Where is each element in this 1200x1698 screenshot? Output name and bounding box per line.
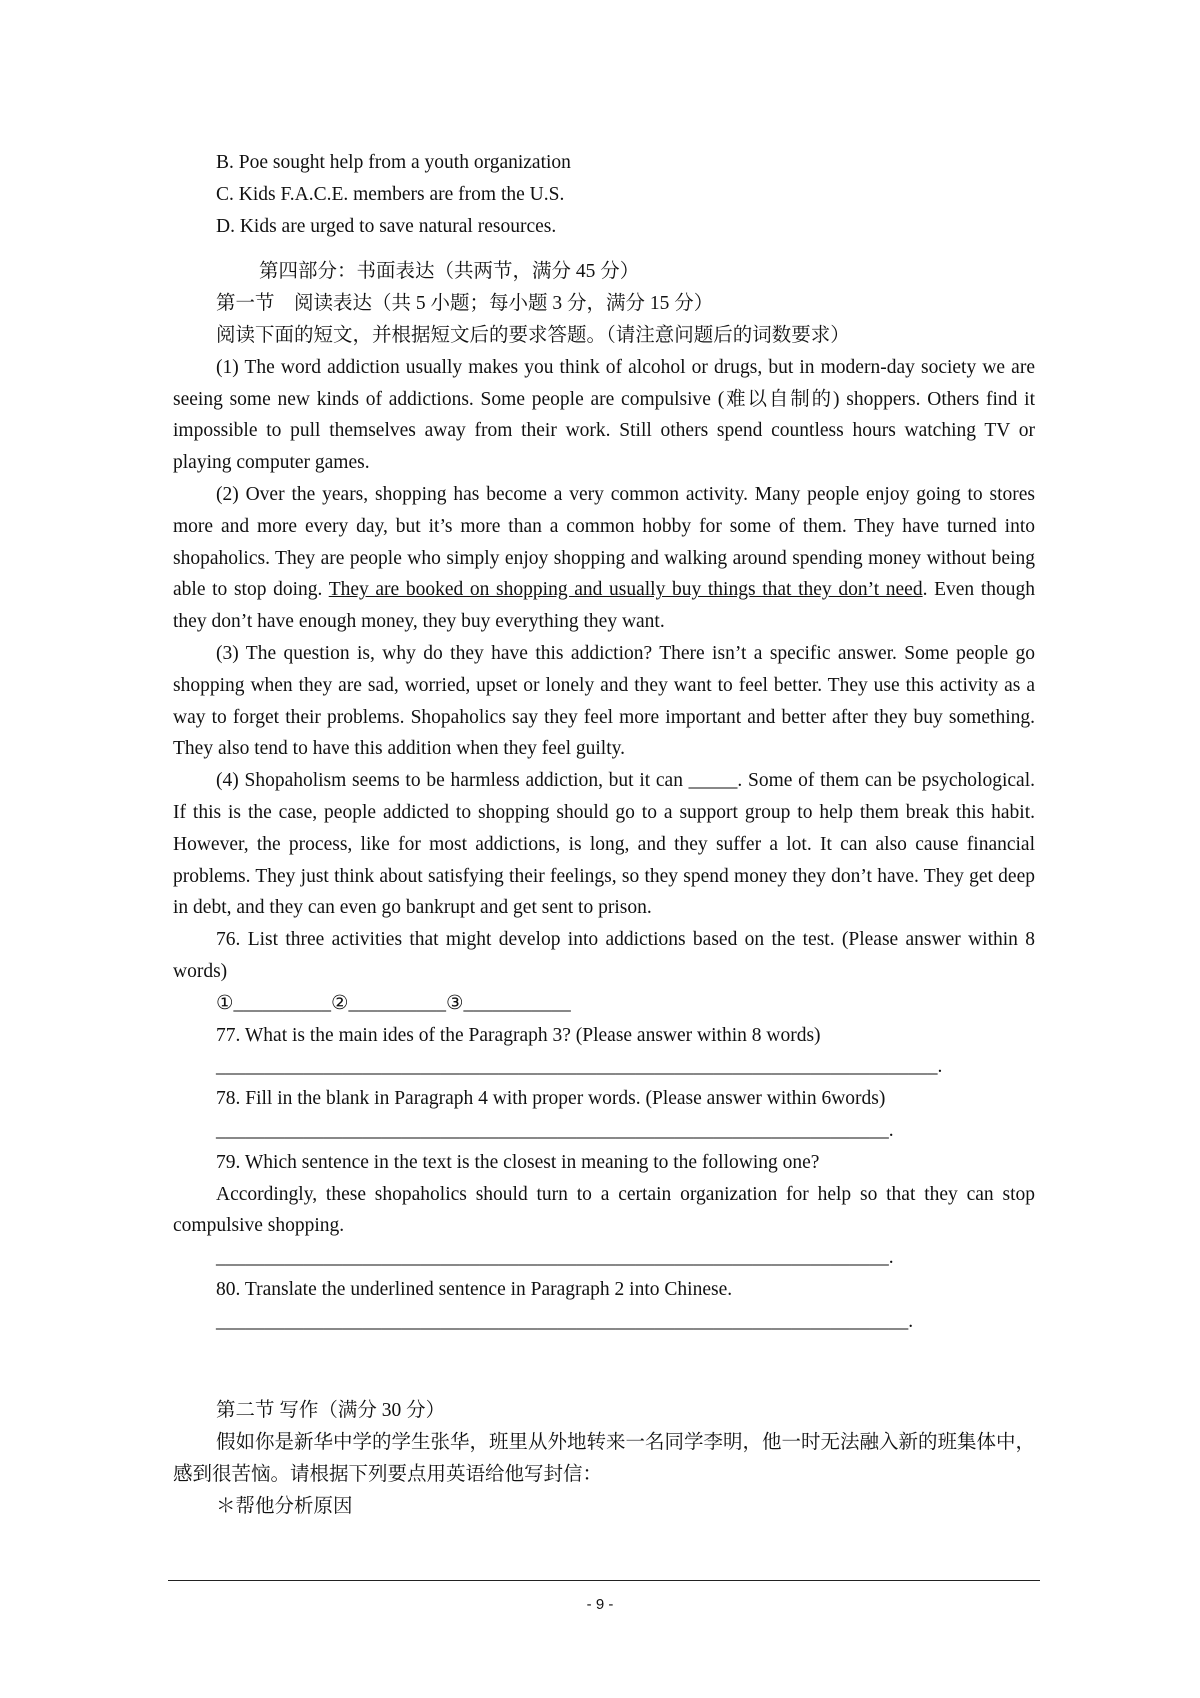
question-79-sentence: Accordingly, these shopaholics should turn to a certain organization for help so that they can stop compulsive shopping. bbox=[173, 1183, 1035, 1237]
question-79: 79. Which sentence in the text is the closest in meaning to the following one? bbox=[216, 1151, 820, 1173]
option-c: C. Kids F.A.C.E. members are from the U.S. bbox=[216, 183, 565, 205]
page-number: - 9 - bbox=[586, 1596, 614, 1613]
footer-divider bbox=[168, 1580, 1040, 1581]
option-b: B. Poe sought help from a youth organization bbox=[216, 152, 571, 173]
underlined-sentence: They are booked on shopping and usually buy things that they don’t need bbox=[328, 579, 923, 601]
answer-line-77: __________________________________________________________________________. bbox=[216, 1056, 943, 1078]
passage-paragraph-4: (4) Shopaholism seems to be harmless addiction, but it can _____. Some of them can be psychological. If this is the case, people addicted to shopping should go to a support group to help them break this habit. However, the process, like for most addictions, is long, and they suffer a lot. It can also cause financial problems. They just think about satisfying their feelings, so they spend money they don’t have. They get deep in debt, and they can even go bankrupt and get sent to prison. bbox=[173, 770, 1035, 919]
spacer bbox=[173, 1337, 1035, 1395]
passage-paragraph-2 bbox=[173, 479, 1035, 638]
page-content bbox=[173, 147, 1035, 1523]
section1-heading: 第一节 阅读表达（共 5 小题；每小题 3 分，满分 15 分） bbox=[216, 293, 714, 315]
writing-point-1: ＊帮他分析原因 bbox=[216, 1495, 353, 1517]
question-78: 78. Fill in the blank in Paragraph 4 with proper words. (Please answer within 6words) bbox=[216, 1088, 886, 1110]
question-80: 80. Translate the underlined sentence in Paragraph 2 into Chinese. bbox=[216, 1278, 733, 1300]
reading-instruction: 阅读下面的短文，并根据短文后的要求答题。（请注意问题后的词数要求） bbox=[216, 324, 850, 346]
passage-paragraph-3: (3) The question is, why do they have this addiction? There isn’t a specific answer. Some people go shopping when they are sad, worried, upset or lonely and they want to feel better. They use this activity as a way to forget their problems. Shopaholics say they feel more important and better after they buy something. They also tend to have this addition when they feel guilty. bbox=[173, 642, 1035, 760]
paragraph-2-text-before: (2) Over the years, shopping has become a very common activity. Many people enjoy going to stores more and more every day, but it’s more than a common hobby for some of them. They have turned into shopaholics. They are people who simply enjoy shopping and walking around spending money without being able to stop doing. bbox=[173, 483, 1035, 601]
spacer bbox=[173, 242, 1035, 256]
answer-line-79: _____________________________________________________________________. bbox=[216, 1247, 894, 1269]
writing-prompt: 假如你是新华中学的学生张华，班里从外地转来一名同学李明，他一时无法融入新的班集体中，感到很苦恼。请根据下列要点用英语给他写封信： bbox=[173, 1432, 1036, 1486]
passage-paragraph-1: (1) The word addiction usually makes you think of alcohol or drugs, but in modern-day society we are seeing some new kinds of addictions. Some people are compulsive (难以自制的) shoppers. Others find it impossible to pull themselves away from their work. Still others spend countless hours watching TV or playing computer games. bbox=[173, 356, 1035, 474]
section2-heading: 第二节 写作（满分 30 分） bbox=[216, 1400, 446, 1422]
option-d: D. Kids are urged to save natural resources. bbox=[216, 215, 557, 237]
question-76: 76. List three activities that might develop into addictions based on the test. (Please answer within 8 words) bbox=[173, 929, 1035, 982]
part4-heading: 第四部分：书面表达（共两节，满分 45 分） bbox=[259, 261, 640, 283]
answer-blanks-76: ①__________②__________③___________ bbox=[216, 992, 571, 1014]
answer-line-78: _____________________________________________________________________. bbox=[216, 1119, 894, 1141]
answer-line-80: _______________________________________________________________________. bbox=[216, 1310, 914, 1332]
question-77: 77. What is the main ides of the Paragraph 3? (Please answer within 8 words) bbox=[216, 1024, 821, 1046]
paragraph-2-text-after: . Even though they don’t have enough money, they buy everything they want. bbox=[173, 579, 1035, 633]
